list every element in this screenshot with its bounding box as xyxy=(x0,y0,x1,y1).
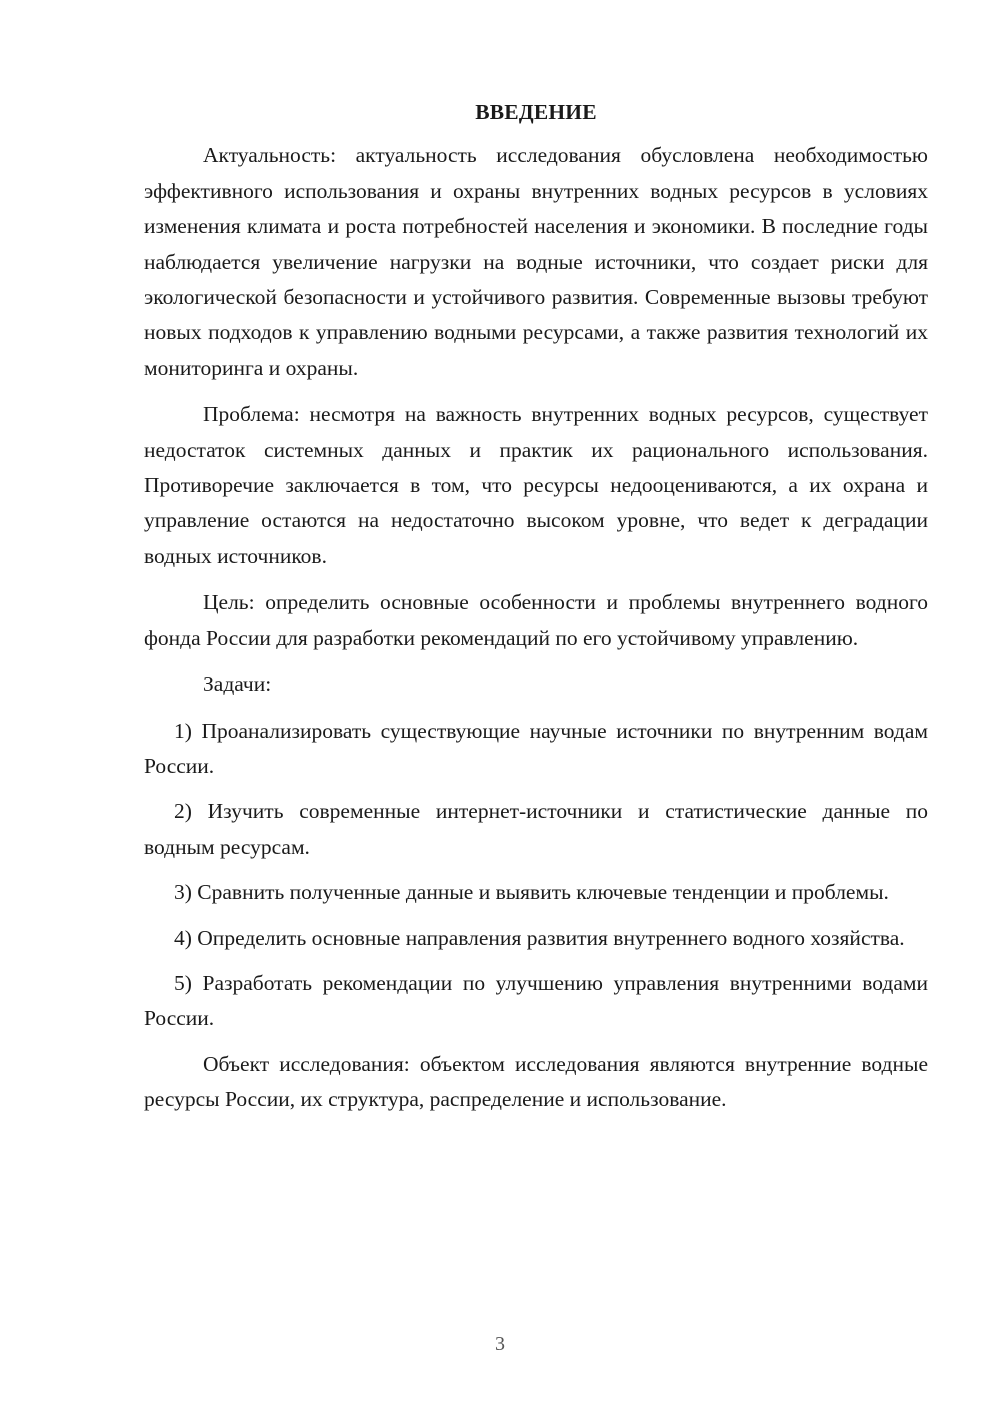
section-heading: ВВЕДЕНИЕ xyxy=(475,100,597,124)
relevance-paragraph: Актуальность: актуальность исследования обусловлена необходимостью эффективного использования и охраны внутренних водных ресурсов в условиях изменения климата и роста потребностей населения и экономики. В последние годы наблюдается увеличение нагрузки на водные источники, что создает риски для экологической безопасности и устойчивого развития. Современные вызовы требуют новых подходов к управлению водными ресурсами, а также развития технологий их мониторинга и охраны. xyxy=(144,143,928,380)
task-item-1: 1) Проанализировать существующие научные источники по внутренним водам России. xyxy=(144,718,928,778)
goal-paragraph: Цель: определить основные особенности и проблемы внутреннего водного фонда России для разработки рекомендаций по его устойчивому управлению. xyxy=(144,590,928,650)
object-paragraph: Объект исследования: объектом исследования являются внутренние водные ресурсы России, их структура, распределение и использование. xyxy=(144,1051,928,1112)
task-item-3: 3) Сравнить полученные данные и выявить ключевые тенденции и проблемы. xyxy=(174,880,889,905)
task-item-4: 4) Определить основные направления развития внутреннего водного хозяйства. xyxy=(174,925,905,950)
task-item-2: 2) Изучить современные интернет-источники и статистические данные по водным ресурсам. xyxy=(144,799,928,859)
problem-paragraph: Проблема: несмотря на важность внутренних водных ресурсов, существует недостаток системных данных и практик их рационального использования. Противоречие заключается в том, что ресурсы недооцениваются, а их охрана и управление остаются на недостаточно высоком уровне, что ведет к деградации водных источников. xyxy=(144,402,928,568)
task-item-5: 5) Разработать рекомендации по улучшению управления внутренними водами России. xyxy=(144,970,928,1031)
tasks-heading: Задачи: xyxy=(203,672,272,697)
page-number: 3 xyxy=(495,1333,505,1355)
page-content xyxy=(144,95,928,1129)
